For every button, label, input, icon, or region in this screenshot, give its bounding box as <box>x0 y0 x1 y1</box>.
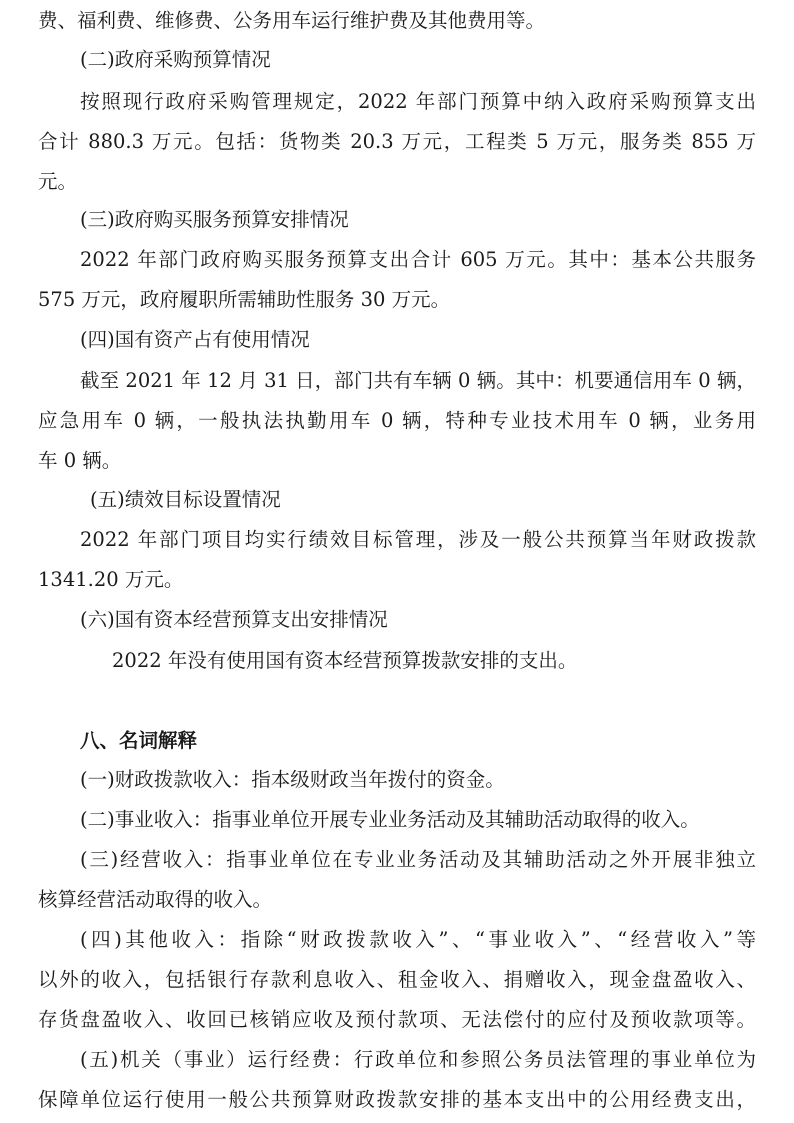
subsection-heading: (六)国有资本经营预算支出安排情况 <box>80 608 388 631</box>
definition-line: 核算经营活动取得的收入。 <box>38 888 273 911</box>
subsection-heading: (二)政府采购预算情况 <box>80 48 271 71</box>
subsection-heading: (五)绩效目标设置情况 <box>90 488 281 511</box>
definition-line: 保障单位运行使用一般公共预算财政拨款安排的基本支出中的公用经费支出， <box>38 1088 756 1111</box>
paragraph-line: 2022 年部门项目均实行绩效目标管理，涉及一般公共预算当年财政拨款 <box>80 528 756 551</box>
paragraph-line: 2022 年没有使用国有资本经营预算拨款安排的支出。 <box>112 649 578 672</box>
definition-line: 以外的收入，包括银行存款利息收入、租金收入、捐赠收入，现金盘盈收入、 <box>38 968 756 991</box>
definition-line: (一)财政拨款收入：指本级财政当年拨付的资金。 <box>80 768 505 791</box>
paragraph-line: 1341.20 万元。 <box>38 568 184 591</box>
paragraph-line: 截至 2021 年 12 月 31 日，部门共有车辆 0 辆。其中：机要通信用车 0 辆， <box>80 369 756 392</box>
paragraph-line: 费、福利费、维修费、公务用车运行维护费及其他费用等。 <box>38 9 546 32</box>
paragraph-line: 应急用车 0 辆，一般执法执勤用车 0 辆，特种专业技术用车 0 辆，业务用 <box>38 409 756 432</box>
subsection-heading: (三)政府购买服务预算安排情况 <box>80 208 349 231</box>
paragraph-line: 575 万元，政府履职所需辅助性服务 30 万元。 <box>38 288 451 311</box>
definition-line: (二)事业收入：指事业单位开展专业业务活动及其辅助活动取得的收入。 <box>80 808 700 831</box>
section-heading: 八、名词解释 <box>80 729 198 752</box>
paragraph-line: 按照现行政府采购管理规定，2022 年部门预算中纳入政府采购预算支出 <box>80 90 756 113</box>
paragraph-line: 2022 年部门政府购买服务预算支出合计 605 万元。其中：基本公共服务 <box>80 248 756 271</box>
paragraph-line: 元。 <box>38 170 78 193</box>
subsection-heading: (四)国有资产占有使用情况 <box>80 328 310 351</box>
paragraph-line: 车 0 辆。 <box>38 449 122 472</box>
definition-line: 存货盘盈收入、收回已核销应收及预付款项、无法偿付的应付及预收款项等。 <box>38 1008 756 1031</box>
paragraph-line: 合计 880.3 万元。包括：货物类 20.3 万元，工程类 5 万元，服务类 855 万 <box>38 130 756 153</box>
definition-line: (五)机关（事业）运行经费：行政单位和参照公务员法管理的事业单位为 <box>80 1048 756 1071</box>
definition-line: (四)其他收入：指除“财政拨款收入”、“事业收入”、“经营收入”等 <box>80 928 756 951</box>
definition-line: (三)经营收入：指事业单位在专业业务活动及其辅助活动之外开展非独立 <box>80 848 756 871</box>
